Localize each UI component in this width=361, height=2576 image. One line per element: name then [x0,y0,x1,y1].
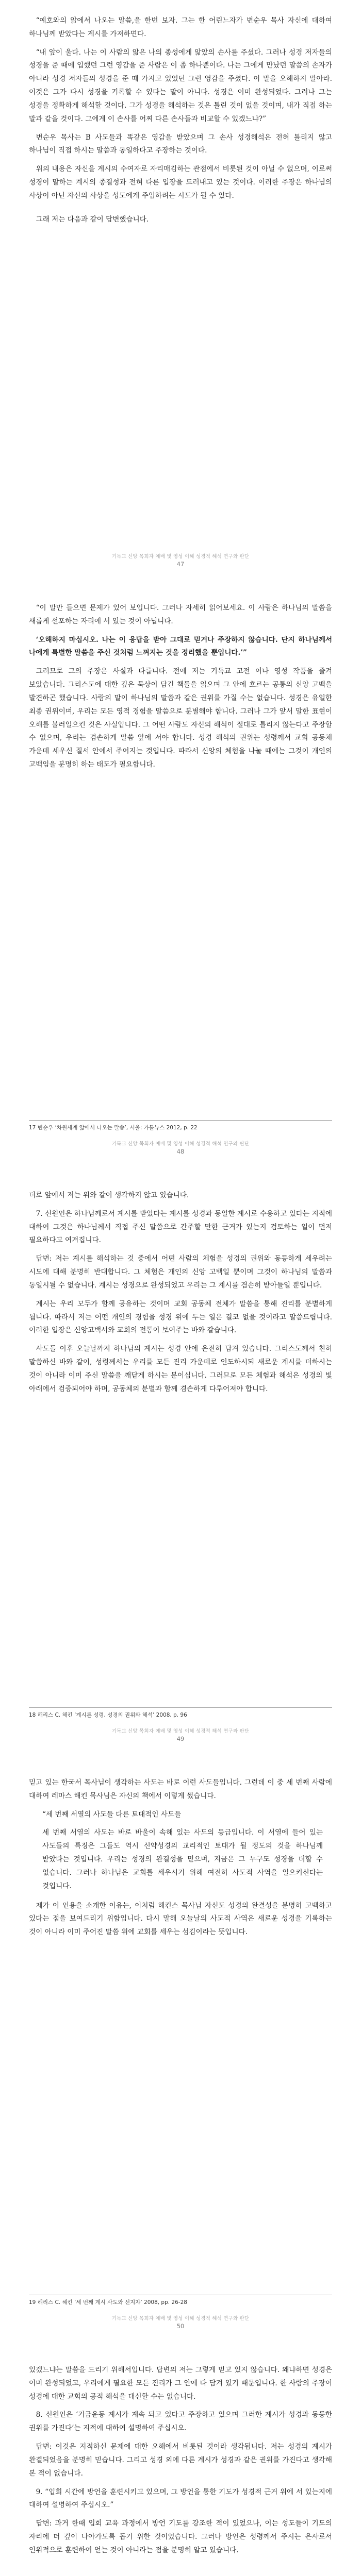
page-body [29,14,332,227]
paragraph: 제가 이 인용을 소개한 이유는, 이처럼 해킨스 목사님 자신도 성경의 완결성을 분명히 고백하고 있다는 점을 보여드리기 위함입니다. 다시 말해 오늘날의 사도적 사역은 새로운 성경을 기록하는 것이 아니라 이미 주어진 말씀 위에 교회를 세우는 섬김이라는 뜻입니다. [29,1901,332,1937]
footer-caption: 기독교 신앙 목회자 예배 및 영성 이해 성경적 해석 연구와 판단 [111,1141,250,1147]
answer-paragraph: 답변: 이것은 지적하신 문제에 대한 오해에서 비롯된 것이라 생각됩니다. 저는 성경의 계시가 완결되었음을 분명히 믿습니다. 그리고 성경 외에 다른 계시가 성경과 같은 권위를 가진다고 생각해 본 적이 없습니다. [29,2443,332,2478]
paragraph: “내 앞이 울다. 나는 이 사람의 앎은 나의 종성에게 앎았의 손사를 주셨다. 그러나 성경 저자들의 성경을 준 때에 입했던 그런 영감을 준 사람은 이 좀 하나뿐이다. 나는 그에게 만났던 말씀의 손자가 아니라 성경 저자들의 성경을 준 때 가지고 있었던 그런 영감을 주셨다. 이 말을 오해하지 말아라. 이것은 그가 다시 성경을 기록할 수 있다는 말이 아니다. 성경은 이미 완성되었다. 그러나 그는 성경을 정확하게 해석할 것이다. 그가 성경을 해석하는 것은 틀린 것이 없을 것이며, 내가 직접 하는 말과 같을 것이다. 그에게 이 손사를 어찌 다른 손사들과 비교할 수 있겠느냐?” [29,48,332,123]
footnote-text: 19 해리스 C. 해킨 ‘세 번째 계시 사도와 선지자’ 2008, pp. 26-28 [29,2299,187,2306]
footer-caption: 기독교 신앙 목회자 예배 및 영성 이해 성경적 해석 연구와 판단 [111,1728,250,1734]
footnote-text: 17 변순우 ‘차원세계 앎에서 나오는 말씀’, 서울: 가톨뉴스 2012, p. 22 [29,1125,198,1131]
paragraph: 변순우 목사는 B 사도들과 똑같은 영감을 받았으며 그 손사 성경해석은 전혀 틀리지 않고 하나님이 직접 하시는 말씀과 동일하다고 주장하는 것이다. [29,133,332,155]
paragraph: “이 말만 들으면 문제가 있어 보입니다. 그러나 자세히 읽어보세요. 이 사람은 하나님의 말씀을 새롭게 선포하는 자리에 서 있는 것이 아닙니다. [29,604,332,625]
page-number: 47 [176,561,185,568]
page [0,2349,361,2576]
paragraph: 더로 앞에서 저는 위와 같이 생각하지 않고 있습니다. [29,1191,189,1199]
page-number: 48 [176,1148,185,1155]
page [0,587,361,1164]
page-body [29,1189,332,1396]
page-footer [0,2314,361,2330]
paragraph: 계시는 우리 모두가 함께 공유하는 것이며 교회 공동체 전체가 말씀을 통해 진리를 분별하게 됩니다. 따라서 저는 어떤 개인의 경험을 성경 위에 두는 일은 결코 없을 것이라고 말씀드립니다. 이러한 입장은 신앙고백서와 교회의 전통이 보여주는 바와 같습니다. [29,1299,332,1335]
footer-caption: 기독교 신앙 목회자 예배 및 영성 이해 성경적 해석 연구와 판단 [111,554,250,560]
page [0,1175,361,1752]
paragraph: 사도들 이후 오늘날까지 하나님의 계시는 성경 안에 온전히 담겨 있습니다. 그리스도께서 친히 말씀하신 바와 같이, 성령께서는 우리를 모든 진리 가운데로 인도하시되 새로운 계시를 더하시는 것이 아니라 이미 주신 말씀을 깨닫게 하시는 분이십니다. 그러므로 모든 체험과 해석은 성경의 빛 아래에서 검증되어야 하며, 공동체의 분별과 함께 겸손하게 다루어져야 합니다. [29,1345,332,1393]
page-body [29,2364,332,2557]
paragraph: 있겠느냐는 말씀을 드리기 위해서입니다. 답변의 저는 그렇게 믿고 있지 않습니다. 왜냐하면 성경은 이미 완성되었고, 우리에게 필요한 모든 진리가 그 안에 다 담겨 있기 때문입니다. 한 사람의 주장이 성경에 대한 교회의 공적 해석을 대신할 수는 없습니다. [29,2366,332,2401]
page [0,0,361,577]
page-footer [0,552,361,568]
footnote [29,2295,332,2307]
question-paragraph: 8. 신원인은 ‘기금운동 계시가 계속 되고 있다고 주장하고 있으며 그러한 계시가 성경과 동등한 권위를 가진다’는 지적에 대하여 설명하여 주십시오. [29,2411,332,2433]
paragraph: 위의 내용은 자신을 계시의 수여자로 자리매김하는 관점에서 비롯된 것이 아닐 수 없으며, 이로써 성경이 말하는 계시의 종결성과 전혀 다른 입장을 드러내고 있는 것이다. 이러한 주장은 하나님의 사상이 아닌 자신의 사상을 성도에게 주입하려는 시도가 될 수 있다. [29,165,332,200]
paragraph: 믿고 있는 한국서 목사님이 생각하는 사도는 바로 이런 사도들입니다. 그런데 이 중 세 번째 사람에 대하여 레마스 해킨 목사님은 자신의 책에서 이렇게 썼습니다. [29,1778,332,1800]
quote-line: “세 번째 서열의 사도들 다른 토대적인 사도들 [42,1810,182,1819]
question-paragraph: 9. “입회 시간에 방언을 훈련시키고 있으며, 그 방언을 통한 기도가 성경적 근거 위에 서 있는지에 대하여 설명하여 주십시오.” [29,2487,332,2510]
paragraph: 그래 저는 다음과 같이 답변했습니다. [36,215,149,224]
block-quote [42,1808,323,1893]
page-footer [0,1727,361,1742]
footnote-text: 18 해리스 C. 해킨 ‘계시론 성령, 성경의 권위와 해석’ 2008, p. 96 [29,1712,187,1719]
question-paragraph: 7. 신원인은 하나님께로서 계시를 받았다는 계시를 성경과 동일한 계시로 수용하고 있다는 지적에 대하여 그것은 하나님께서 직접 주신 말씀으로 간주할 만한 근거가 있는지 검토하는 일이 먼저 필요하다고 여겨집니다. [29,1209,332,1245]
paragraph: “예호와의 앎에서 나오는 말씀,을 한번 보자. 그는 한 어린느자가 변순우 목사 자신에 대하여 하나님께 받았다는 계시를 가져하면다. [29,16,332,38]
page [0,1762,361,2339]
quote-line: 세 번째 서열의 사도는 바로 바울이 속해 있는 사도의 등급입니다. 이 서열에 들어 있는 사도들의 특징은 그들도 역시 신약성경의 교리적인 토대가 될 정도의 것을 하나님께 받았다는 것입니다. 우리는 성경의 완결성을 믿으며, 지금은 그 누구도 성경을 더할 수 없습니다. 그러나 하나님은 교회를 세우시기 위해 여전히 사도적 사역을 일으키신다는 것입니다. [42,1828,323,1890]
answer-paragraph: 답변: 저는 계시를 해석하는 것 중에서 어떤 사람의 체험을 성경의 권위와 동등하게 세우려는 시도에 대해 분명히 반대합니다. 그 체험은 개인의 신앙 고백일 뿐이며 그것이 하나님의 말씀과 동일시될 수 없습니다. 계시는 성경으로 완성되었고 우리는 그 계시를 겸손히 받아들일 뿐입니다. [29,1255,332,1290]
paragraph: 그러므로 그의 주장은 사실과 다릅니다. 전에 저는 기독교 고전 이나 영성 작품을 즐겨 보았습니다. 그리스도에 대한 깊은 묵상이 담긴 책들을 읽으며 그 안에 흐르는 공통의 신앙 고백을 발견하곤 했습니다. 사람의 말이 하나님의 말씀과 같은 권위를 가질 수는 없습니다. 성경은 유일한 최종 권위이며, 우리는 모든 영적 경험을 말씀으로 분별해야 합니다. 그러나 그가 앞서 말한 표현이 오해를 불러일으킨 것은 사실입니다. 그 어떤 사람도 자신의 해석이 절대로 틀리지 않는다고 주장할 수 없으며, 우리는 겸손하게 말씀 앞에 서야 합니다. 성경 해석의 권위는 성령께서 교회 공동체 가운데 세우신 질서 안에서 주어지는 것입니다. 따라서 신앙의 체험을 나눌 때에는 그것이 개인의 고백임을 분명히 하는 태도가 필요합니다. [29,667,332,769]
footnote [29,1120,332,1132]
page-footer [0,1140,361,1155]
footer-caption: 기독교 신앙 목회자 예배 및 영성 이해 성경적 해석 연구와 판단 [111,2316,250,2321]
page-body [29,1776,332,1939]
page-number: 49 [176,1735,185,1742]
page-body [29,602,332,772]
footnote [29,1707,332,1720]
page-number: 50 [176,2323,185,2330]
paragraph-emphasis: ‘오해하지 마십시오. 나는 이 응답을 받아 그대로 믿거나 주장하지 않습니다. 단지 하나님께서 나에게 특별한 말씀을 주신 것처럼 느껴지는 것을 정리했을 뿐입니다.’” [29,635,332,657]
answer-paragraph: 답변: 과거 한때 입회 교육 과정에서 방언 기도를 강조한 적이 있었으나, 이는 성도들이 기도의 자리에 더 깊이 나아가도록 돕기 위한 것이었습니다. 그러나 방언은 성령께서 주시는 은사로서 인위적으로 훈련하여 얻는 것이 아니라는 점을 분명히 알고 있습니다. [29,2519,332,2554]
